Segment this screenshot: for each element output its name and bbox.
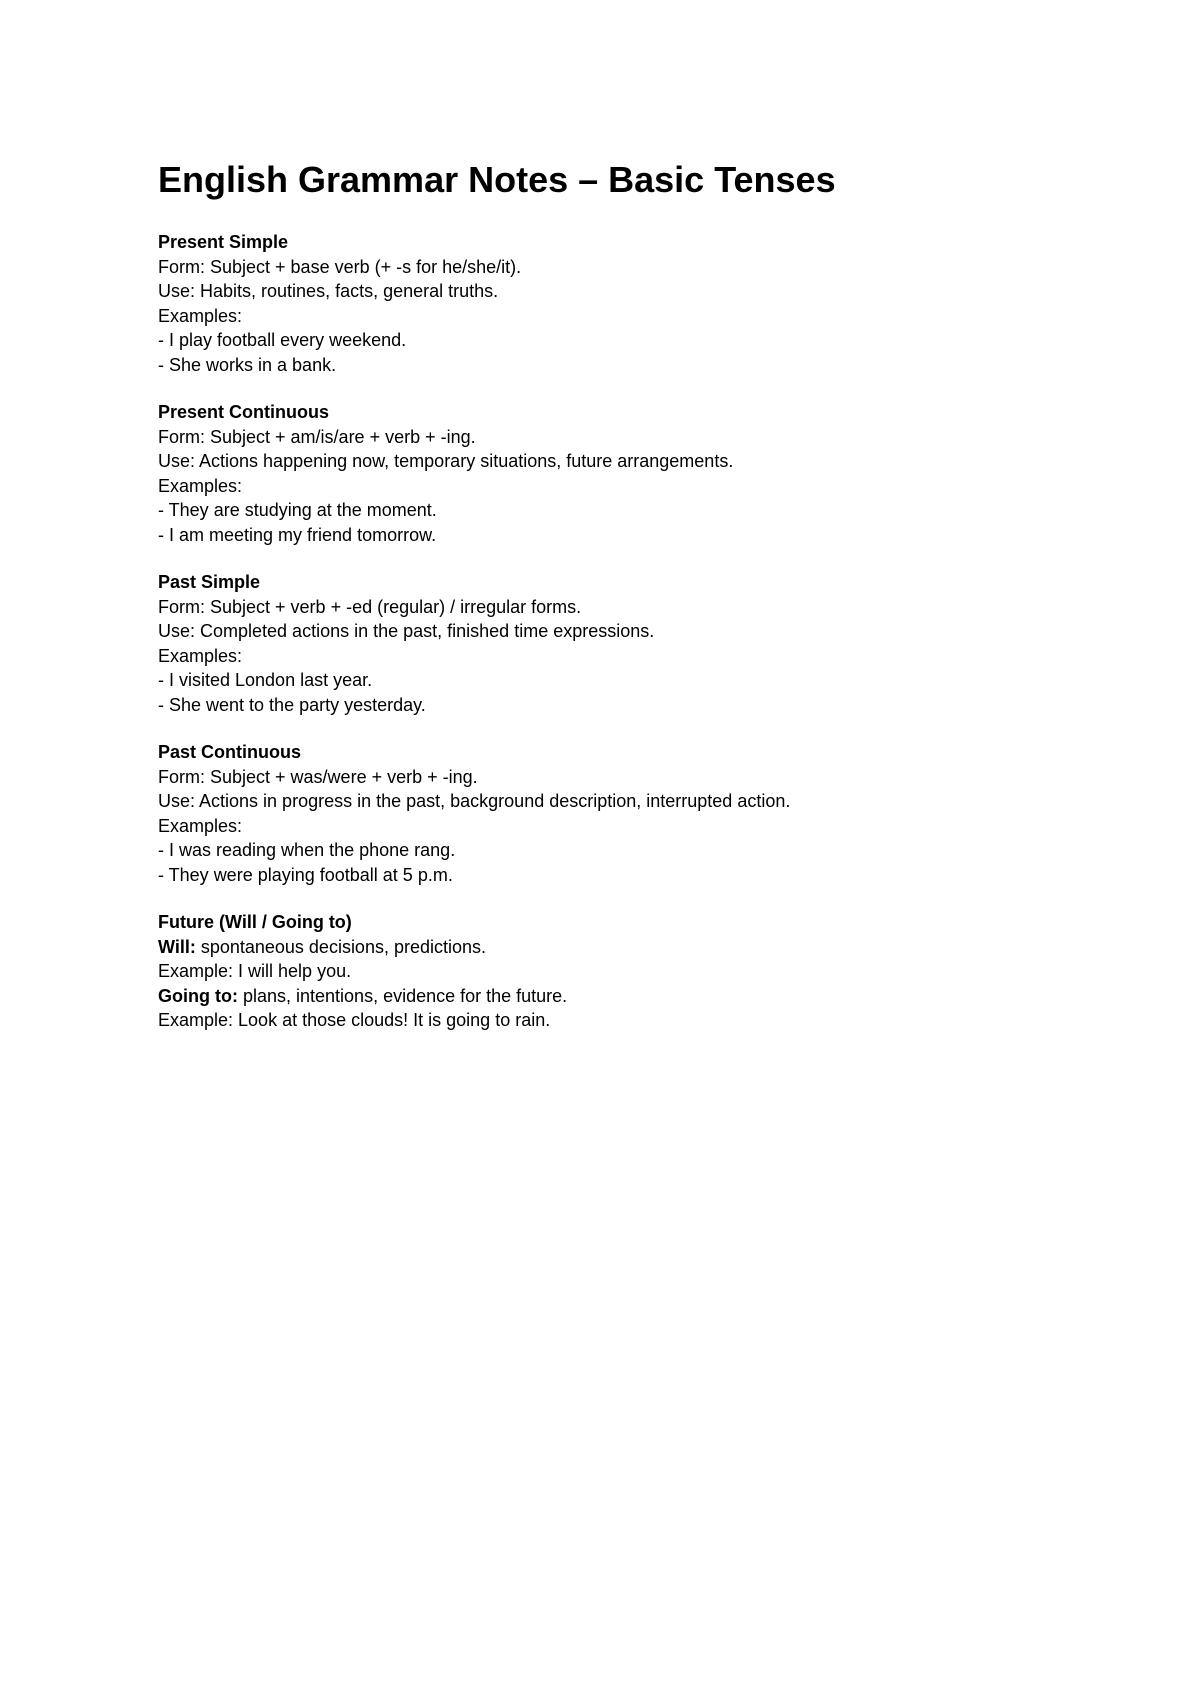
examples-label: Examples:: [158, 475, 243, 496]
section-past-simple: [158, 570, 1058, 717]
section-present-simple: [158, 230, 1058, 377]
form-line: Form: Subject + verb + -ed (regular) / irregular forms.: [158, 596, 582, 617]
example-item: - She went to the party yesterday.: [158, 694, 426, 715]
form-line: Form: Subject + am/is/are + verb + -ing.: [158, 426, 476, 447]
section-heading: Past Simple: [158, 572, 261, 592]
example-item: - I was reading when the phone rang.: [158, 840, 456, 860]
examples-label: Examples:: [158, 815, 243, 836]
form-line: Form: Subject + was/were + verb + -ing.: [158, 766, 478, 787]
section-future: [158, 910, 1058, 1033]
use-line: Use: Habits, routines, facts, general truths.: [158, 281, 499, 301]
document-page: [158, 158, 1058, 1056]
section-heading: Future (Will / Going to): [158, 912, 352, 932]
examples-label: Examples:: [158, 305, 243, 326]
use-line: Use: Completed actions in the past, finished time expressions.: [158, 621, 655, 641]
section-heading: Present Simple: [158, 232, 289, 252]
example-item: - She works in a bank.: [158, 354, 337, 375]
section-heading: Past Continuous: [158, 742, 301, 762]
will-line: [158, 935, 1058, 960]
going-to-text: plans, intentions, evidence for the future.: [237, 985, 568, 1006]
going-to-label: Going to:: [158, 985, 238, 1006]
will-text: spontaneous decisions, predictions.: [195, 936, 487, 957]
use-line: Use: Actions happening now, temporary situations, future arrangements.: [158, 451, 734, 471]
going-to-line: [158, 984, 1058, 1009]
example-item: - I am meeting my friend tomorrow.: [158, 524, 437, 545]
form-line: Form: Subject + base verb (+ -s for he/she/it).: [158, 256, 522, 277]
example-item: - They are studying at the moment.: [158, 500, 437, 520]
example-item: - I play football every weekend.: [158, 330, 407, 350]
example-item: - They were playing football at 5 p.m.: [158, 864, 453, 885]
example-item: - I visited London last year.: [158, 670, 373, 690]
section-past-continuous: [158, 740, 1058, 887]
use-line: Use: Actions in progress in the past, background description, interrupted action.: [158, 791, 791, 811]
going-to-example: Example: Look at those clouds! It is going to rain.: [158, 1010, 551, 1030]
will-label: Will:: [158, 936, 196, 957]
section-present-continuous: [158, 400, 1058, 547]
document-title: English Grammar Notes – Basic Tenses: [158, 159, 836, 200]
section-heading: Present Continuous: [158, 402, 330, 422]
examples-label: Examples:: [158, 645, 243, 666]
will-example: Example: I will help you.: [158, 961, 352, 981]
